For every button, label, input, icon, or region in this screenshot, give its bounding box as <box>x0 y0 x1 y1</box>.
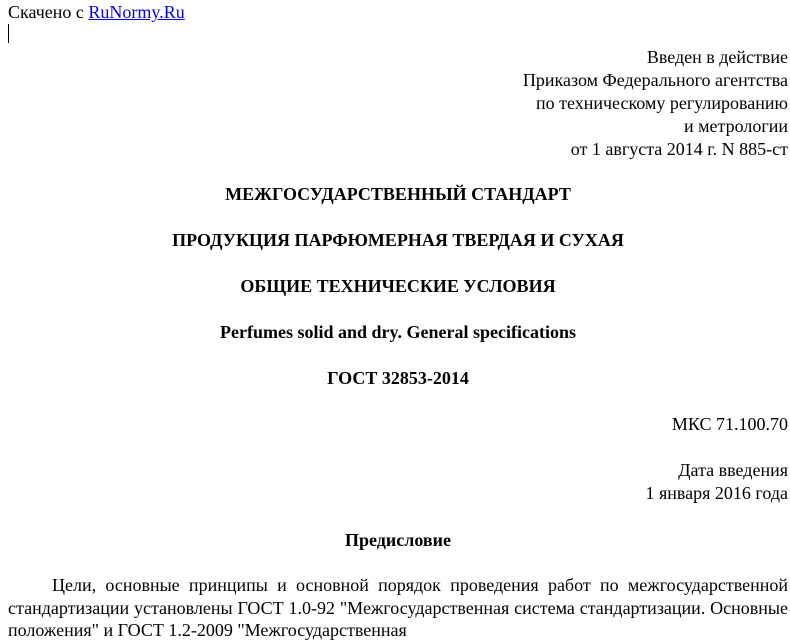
source-line <box>8 2 185 22</box>
product-title: ПРОДУКЦИЯ ПАРФЮМЕРНАЯ ТВЕРДАЯ И СУХАЯ <box>172 230 624 250</box>
approval-line-4: и метрологии <box>684 116 788 136</box>
text-cursor <box>8 24 9 43</box>
approval-line-5: от 1 августа 2014 г. N 885-ст <box>570 139 788 159</box>
intro-date-value: 1 января 2016 года <box>645 483 788 503</box>
approval-line-2: Приказом Федерального агентства <box>522 70 788 90</box>
standard-code: ГОСТ 32853-2014 <box>327 368 469 388</box>
mks-code: МКС 71.100.70 <box>671 414 788 434</box>
foreword-heading: Предисловие <box>345 530 451 550</box>
approval-line-1: Введен в действие <box>646 47 788 67</box>
source-prefix: Скачено с <box>8 2 89 22</box>
intro-date-block <box>645 459 788 505</box>
foreword-paragraph: Цели, основные принципы и основной порядок проведения работ по межгосударственной стандартизации установлены ГОСТ 1.0-92 "Межгосударственная система стандартизации. Основные положения" и ГОСТ 1.2-2009 "Межгосударственная <box>8 575 788 640</box>
approval-block <box>523 46 788 161</box>
approval-line-3: по техническому регулированию <box>535 93 788 113</box>
intro-date-label: Дата введения <box>678 460 788 480</box>
standard-type-title: МЕЖГОСУДАРСТВЕННЫЙ СТАНДАРТ <box>225 184 571 204</box>
conditions-title: ОБЩИЕ ТЕХНИЧЕСКИЕ УСЛОВИЯ <box>240 276 556 296</box>
english-title: Perfumes solid and dry. General specifications <box>220 322 576 342</box>
source-link[interactable]: RuNormy.Ru <box>88 2 185 22</box>
